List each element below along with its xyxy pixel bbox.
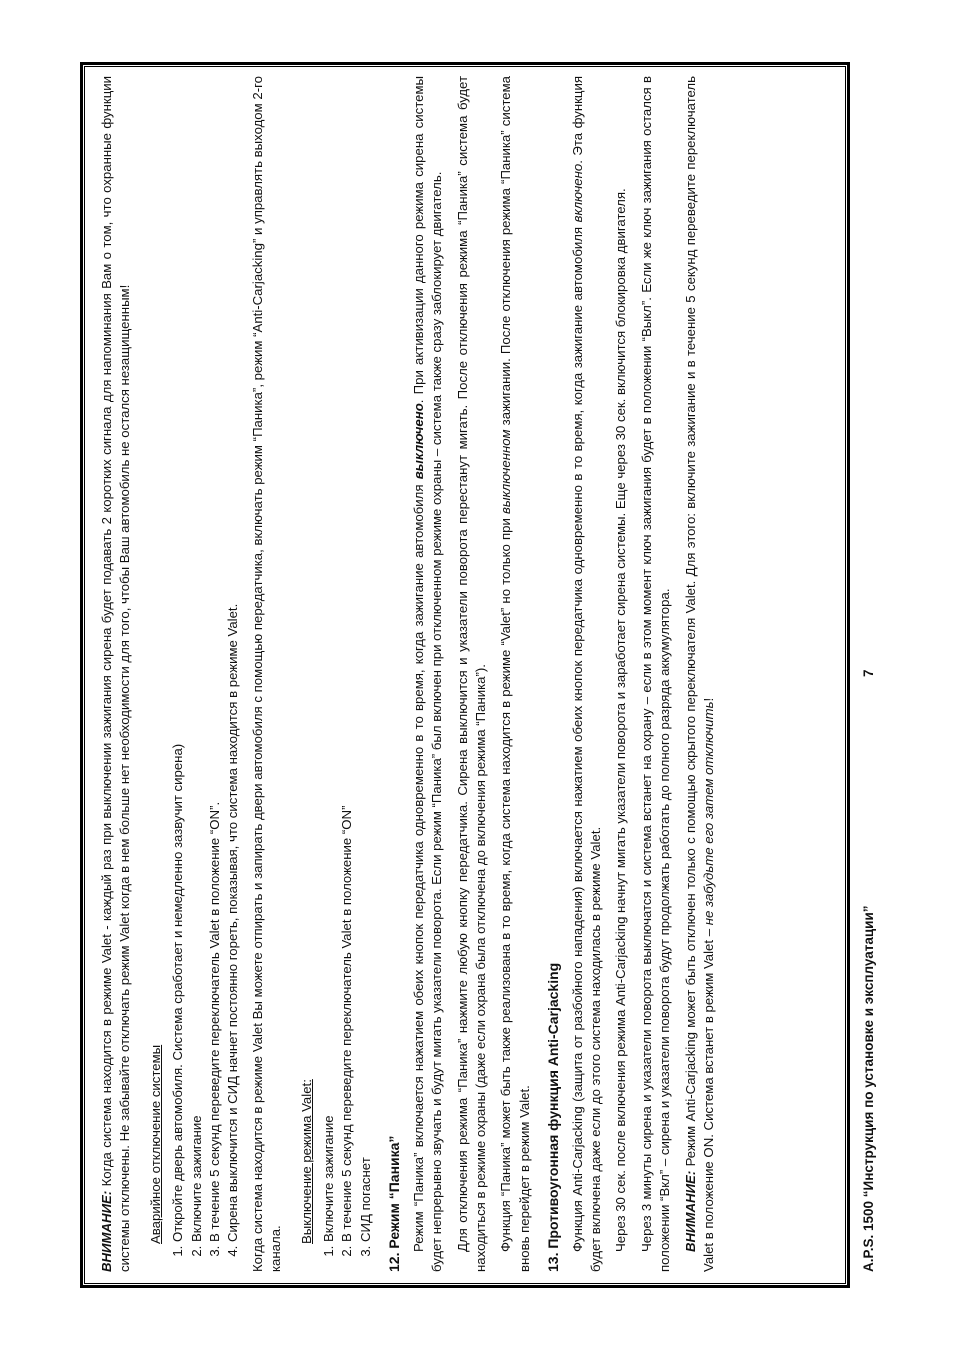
- document-body: [98, 76, 725, 1272]
- panic-p3-text-end: зажигании. После отключения режима “Паника” система вновь перейдет в режим Valet.: [498, 76, 532, 1272]
- warning-label: ВНИМАНИЕ:: [99, 1190, 114, 1272]
- footer-title: A.P.S. 1500 “Инструкция по установке и эксплуатации”: [861, 905, 876, 1272]
- ac-p1-emphasis: включено: [569, 163, 585, 223]
- panic-p1-emphasis: выключено: [410, 403, 426, 480]
- emergency-steps: [169, 76, 243, 1272]
- ac-p1-text: Функция Anti-Carjacking (защита от разбойного нападения) включается нажатием обеих кнопок передатчика одновременно в то время, когда зажигание автомобиля: [569, 222, 585, 1252]
- panic-p1-text-end: . При активизации данного режима сирена системы будет непрерывно звучать и будут мигать указатели поворота. Если режим “Паника” был включен при отключенном режиме охраны – система также сразу заблокирует двигатель.: [410, 76, 445, 1272]
- list-item: 3. СИД погаснет: [357, 76, 375, 1242]
- list-item: 3. В течение 5 секунд переведите переключатель Valet в положение “ON”.: [206, 76, 224, 1242]
- panic-paragraph-1: [410, 76, 447, 1272]
- ac-warning-text-end: !: [700, 697, 716, 702]
- valet-off-steps: [320, 76, 375, 1272]
- warning-text: Когда система находится в режиме Valet - каждый раз при выключении зажигания сирена будет подавать 2 коротких сигнала для напоминания Вам о том, что охранные функции системы отключены. Не забывайте отключать режим Valet когда в нем больше нет необходимости для того, чтобы Ваш автомобиль не остался незащищенным!: [99, 76, 133, 1272]
- list-item: 4. Сирена выключится и СИД начнет постоянно гореть, показывая, что система находится в режиме Valet.: [224, 76, 242, 1242]
- ac-p1-text-end: . Эта функция будет включена даже если до этого система находилась в режиме Valet.: [569, 76, 603, 1272]
- anticarjacking-paragraph-1: [569, 76, 606, 1272]
- valet-off-title: Выключение режима Valet:: [298, 1079, 314, 1244]
- ac-warning-label: ВНИМАНИЕ:: [682, 1170, 698, 1252]
- rotated-page: [84, 66, 876, 1284]
- list-item: 1. Включите зажигание: [320, 76, 338, 1242]
- warning-paragraph: [98, 76, 135, 1272]
- list-item: 1. Откройте дверь автомобиля. Система сработает и немедленно зазвучит сирена): [169, 76, 187, 1242]
- anticarjacking-warning: [682, 76, 719, 1272]
- anticarjacking-paragraph-2: Через 30 сек. после включения режима Anti-Carjacking начнут мигать указатели поворота и заработает сирена системы. Еще через 30 сек. включится блокировка двигателя.: [613, 188, 629, 1252]
- list-item: 2. В течение 5 секунд переведите переключатель Valet в положение “ON”: [338, 76, 356, 1242]
- panic-p3-text: Функция “Паника” может быть также реализована в то время, когда система находится в режиме “Valet” но только при: [498, 514, 514, 1252]
- panic-p1-text: Режим “Паника” включается нажатием обеих кнопок передатчика одновременно в то время, когда зажигание автомобиля: [410, 479, 426, 1252]
- anticarjacking-paragraph-3: Через 3 минуты сирена и указатели поворота выключатся и система встанет на охрану – если в этом момент ключ зажигания будет в положении “Выкл”. Если же ключ зажигания остался в положении “Вкл” – сирена и указатели поворота будут продолжать работать до полного разряда аккумулятора.: [638, 76, 673, 1272]
- ac-warning-emphasis: не забудьте его затем отключить: [700, 701, 716, 926]
- page-number: 7: [861, 669, 876, 677]
- valet-note: Когда система находится в режиме Valet Вы можете отпирать и запирать двери автомобиля с помощью передатчика, включать режим “Паника”, режим “Anti-Carjacking” и управлять выходом 2-го канала.: [249, 76, 284, 1272]
- ac-warning-text: Режим Anti-Carjacking может быть отключен только с помощью скрытого переключателя Valet. Для этого: включите зажигание и в течение 5 секунд переведите переключатель Valet в положение ON. Система встанет в режим Valet –: [682, 76, 716, 1272]
- panic-heading: 12. Режим “Паника”: [386, 1135, 403, 1272]
- panic-paragraph-2: Для отключения режима “Паника” нажмите любую кнопку передатчика. Сирена выключится и указатели поворота перестанут мигать. После отключения режима “Паника” система будет находиться в режиме охраны (даже если охрана была отключена до включения режима “Паника”).: [454, 76, 488, 1272]
- emergency-title: Аварийное отключение системы: [147, 1044, 163, 1244]
- anticarjacking-heading: 13. Противоугонная функция Anti-Carjacking: [545, 962, 562, 1272]
- page-footer: [860, 76, 884, 1272]
- panic-p3-emphasis: выключенном: [498, 429, 514, 515]
- list-item: 2. Включите зажигание: [188, 76, 206, 1242]
- panic-paragraph-3: [497, 76, 534, 1272]
